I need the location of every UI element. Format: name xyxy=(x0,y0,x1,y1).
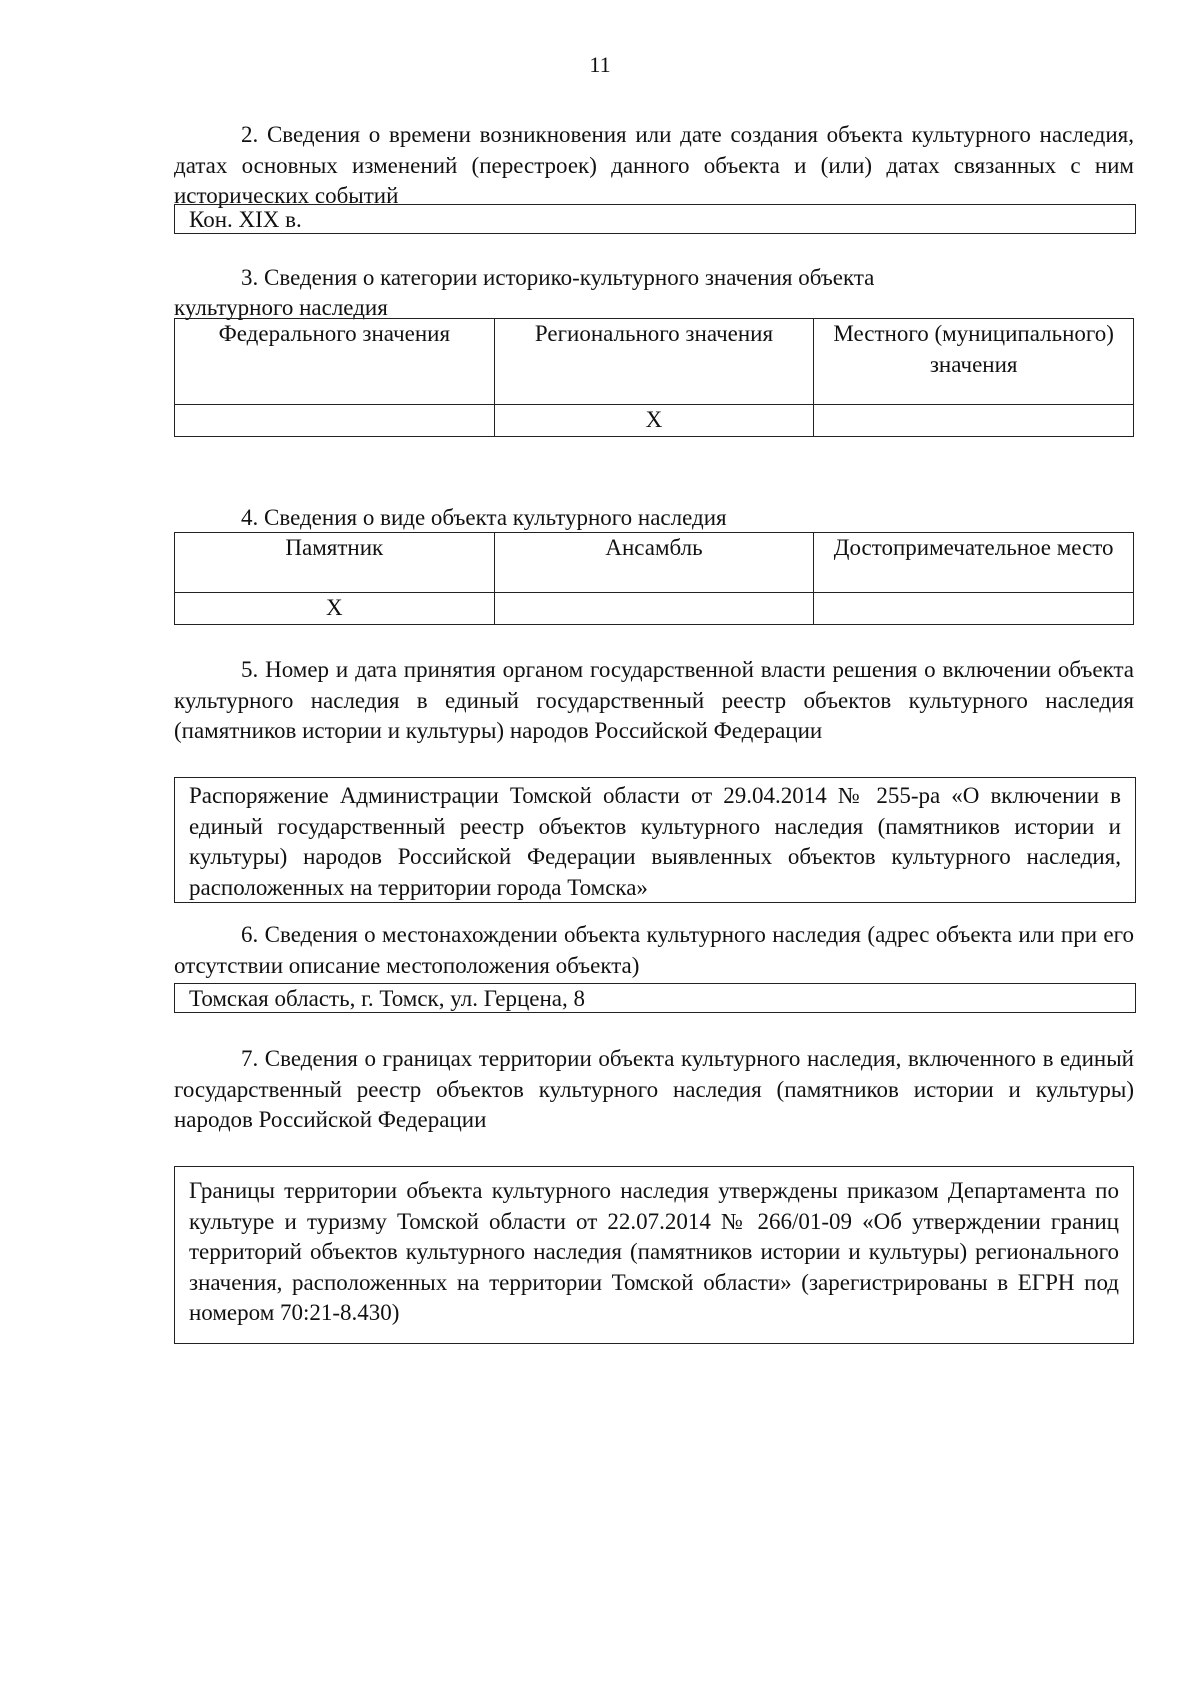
category-regional-mark: Х xyxy=(494,405,814,437)
type-landmark-header: Достопримечательное место xyxy=(814,533,1134,593)
type-header-row xyxy=(175,533,1134,593)
category-federal-mark xyxy=(175,405,495,437)
category-local-header: Местного (муниципального) значения xyxy=(814,319,1134,405)
section-3-heading-line1: 3. Сведения о категории историко-культурного значения объекта xyxy=(241,265,875,290)
category-marks-row xyxy=(175,405,1134,437)
category-federal-header: Федерального значения xyxy=(175,319,495,405)
type-landmark-mark xyxy=(814,593,1134,625)
section-6-heading: 6. Сведения о местонахождении объекта культурного наследия (адрес объекта или при его отсутствии описание местоположения объекта) xyxy=(174,922,1134,978)
section-6-value-box xyxy=(174,983,1136,1013)
section-6-value: Томская область, г. Томск, ул. Герцена, 8 xyxy=(189,986,585,1011)
type-table xyxy=(174,532,1134,625)
category-table xyxy=(174,318,1134,437)
section-4-heading: 4. Сведения о виде объекта культурного наследия xyxy=(241,505,727,530)
section-5-value: Распоряжение Администрации Томской области от 29.04.2014 № 255-ра «О включении в единый государственный реестр объектов культурного наследия (памятников истории и культуры) народов Российской Федерации выявленных объектов культурного наследия, расположенных на территории города Томска» xyxy=(189,783,1121,900)
type-ensemble-mark xyxy=(494,593,814,625)
type-ensemble-header: Ансамбль xyxy=(494,533,814,593)
section-2-value-box xyxy=(174,204,1136,234)
section-5-heading: 5. Номер и дата принятия органом государственной власти решения о включении объекта культурного наследия в единый государственный реестр объектов культурного наследия (памятников истории и культуры) народов Российской Федерации xyxy=(174,657,1134,743)
section-3-heading-cont: культурного наследия xyxy=(174,295,388,320)
section-7-value: Границы территории объекта культурного наследия утверждены приказом Департамента по культуре и туризму Томской области от 22.07.2014 № 266/01-09 «Об утверждении границ территорий объектов культурного наследия (памятников истории и культуры) регионального значения, расположенных на территории Томской области» (зарегистрированы в ЕГРН под номером 70:21-8.430) xyxy=(189,1178,1119,1325)
category-regional-header: Регионального значения xyxy=(494,319,814,405)
section-2-value: Кон. XIX в. xyxy=(189,207,302,232)
category-header-row xyxy=(175,319,1134,405)
type-marks-row xyxy=(175,593,1134,625)
type-monument-header: Памятник xyxy=(175,533,495,593)
section-5-value-box xyxy=(174,777,1136,903)
page-number: 11 xyxy=(589,52,611,77)
section-7-value-box xyxy=(174,1166,1134,1344)
section-3-heading xyxy=(174,263,1134,294)
type-monument-mark: Х xyxy=(175,593,495,625)
category-local-mark xyxy=(814,405,1134,437)
section-2-heading: 2. Сведения о времени возникновения или дате создания объекта культурного наследия, датах основных изменений (перестроек) данного объекта и (или) датах связанных с ним исторических событий xyxy=(174,122,1134,208)
section-7-heading: 7. Сведения о границах территории объекта культурного наследия, включенного в единый государственный реестр объектов культурного наследия (памятников истории и культуры) народов Российской Федерации xyxy=(174,1046,1134,1132)
